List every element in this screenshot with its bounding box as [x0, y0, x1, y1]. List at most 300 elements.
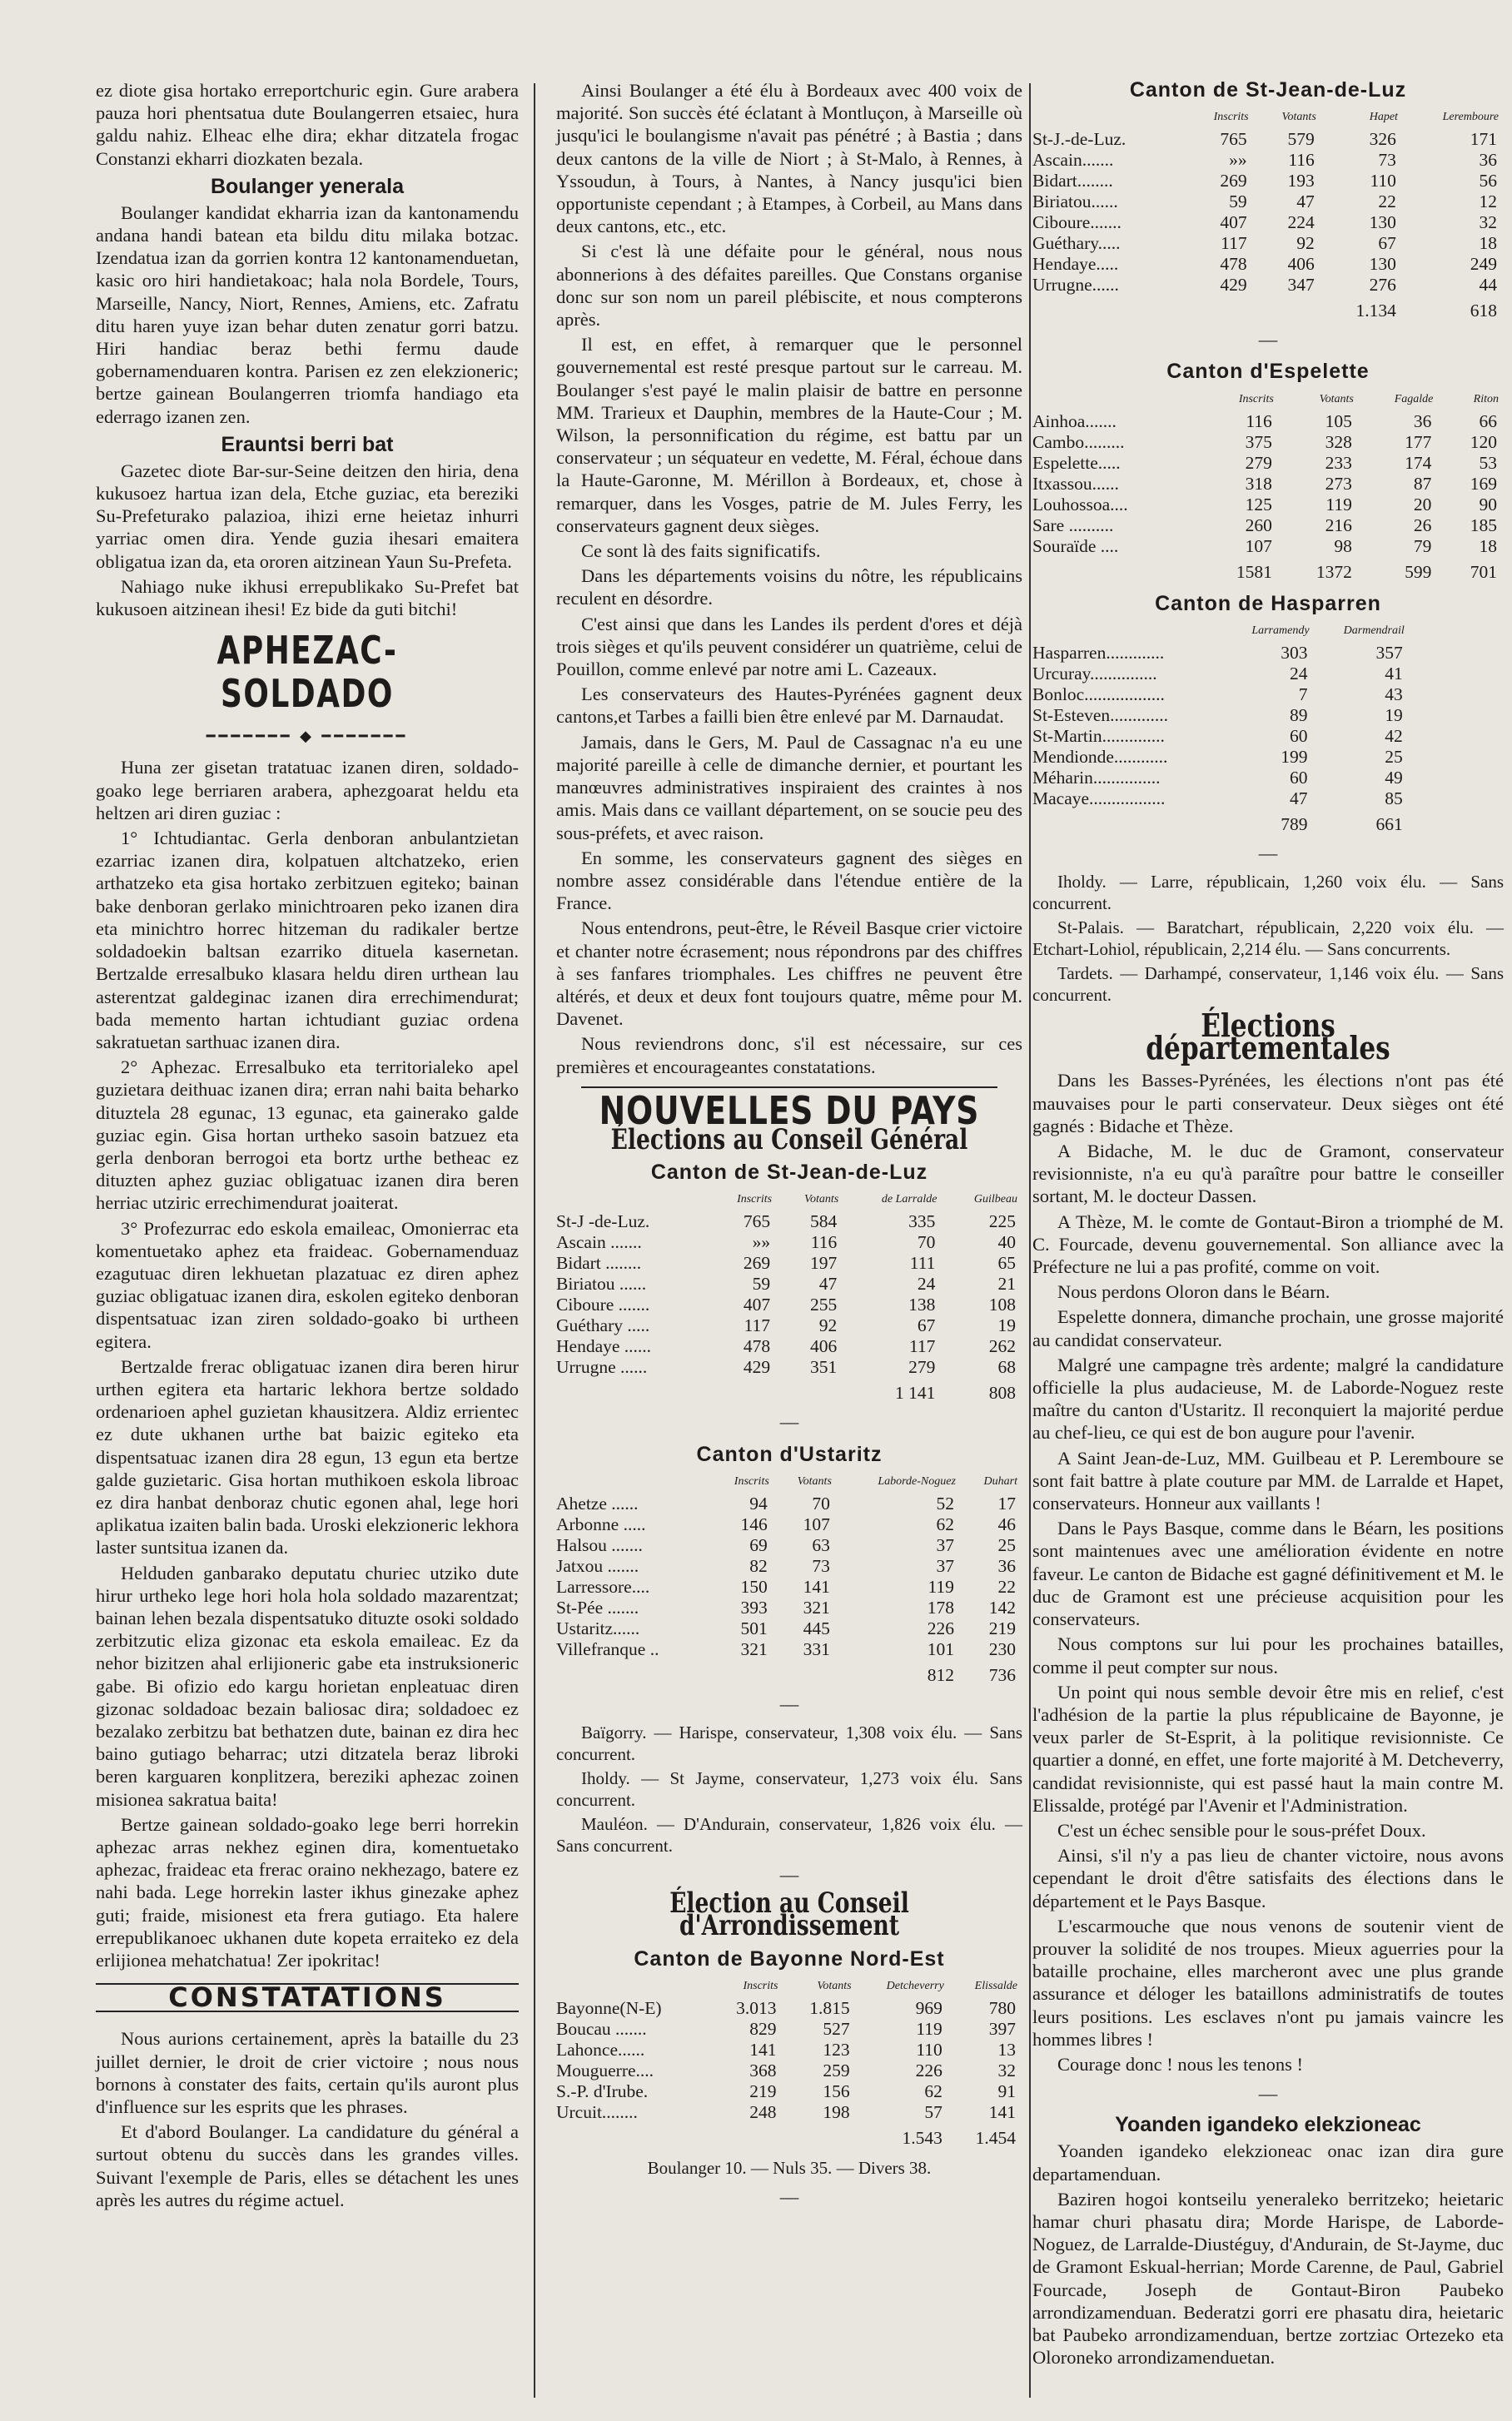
commune-name: Itxassou......: [1032, 473, 1119, 494]
paragraph: Nahiago nuke ikhusi errepublikako Su-Prefet bat kukusoen aitzinean ihesi! Ez bide da guti bitchi!: [96, 575, 519, 620]
vote-count: 219: [988, 1618, 1016, 1638]
vote-count: 397: [988, 2018, 1016, 2039]
commune-name: Guéthary.....: [1032, 233, 1121, 254]
vote-count: 351: [809, 1357, 838, 1378]
vote-count: 233: [1325, 452, 1352, 473]
paragraph: Nous aurions certainement, après la bataille du 23 juillet dernier, le droit de crier victoire ; nous nous bornons à constater des faits, certain qu'ils auront plus d'influence sur les esprits que les phrases.: [96, 2028, 519, 2118]
paragraph: Ainsi, s'il n'y a pas lieu de chanter victoire, nous avons cependant le droit d'être satisfaits des élections dans le département et le Pays Basque.: [1032, 1845, 1504, 1911]
commune-name: St-J -de-Luz.: [556, 1211, 650, 1232]
vote-count: 328: [1325, 431, 1352, 452]
vote-count: 584: [809, 1211, 838, 1232]
vote-count: 22: [997, 1576, 1016, 1597]
paragraph: Helduden ganbarako deputatu churiec utziko dute hirur urtheko lege hori hola hola soldado mazarentzat; bainan lehen bezala dispentsatuko dituzte osoki soldado zerbitzutic eliza gizonac eta eskola emaileac. Ez da nehor bizitzen ahal erlijioneric gabe eta instruksioneric gabe. Bi ofizio edo kargu horietan enpleatuac diren gizonac soldadoac bezain baliosac dira; soldadoec ez bezalako zerbitzu bat bethatzen dute, bainan ez dira hec baino gutiago beharrac; utzi ditzatela beraz libroki beren karguaren konplitzera, bereziki aphezac zoinen misionea sakratua baita!: [96, 1562, 519, 1810]
table-row: [556, 1336, 1022, 1357]
column-2: [556, 79, 1022, 2215]
vote-count: 117: [744, 1315, 771, 1336]
table-row: [1032, 705, 1410, 726]
paragraph: Boulanger kandidat ekharria izan da kantonamendu andana handi batean eta bildu ditu milaka botzac. Izendatua izan da gorrien kontra 12 kantonamenduetan, kasic oro hiri handietakoac; hala nola Bordele, Tours, Marseille, Nancy, Niort, Rennes, Amiens, etc. Zafratu ditu haren yuye izan behar duten zenatur gorri batzu. Hiri handiac beraz bethi fermu daude gobernamenduaren kontra. Parisen ez zen elekzioneric; bertze gainean Boulangerren triomfa handiago eta ederrago izanen zen.: [96, 201, 519, 427]
vote-count: 407: [743, 1295, 771, 1315]
results-table-sjl-arrondissement: [1032, 107, 1504, 321]
vote-count: 37: [936, 1534, 954, 1555]
vote-count: 79: [1413, 535, 1432, 556]
commune-name: St-Pée .......: [556, 1597, 639, 1618]
commune-name: Boucau .......: [556, 2018, 647, 2039]
table-row: [1032, 788, 1410, 809]
vote-count: 22: [1378, 191, 1396, 212]
column-header: Votants: [797, 1474, 832, 1488]
commune-name: Larressore....: [556, 1576, 650, 1597]
vote-count: 98: [1334, 535, 1352, 556]
vote-count: 478: [1220, 254, 1247, 275]
vote-count: 141: [749, 2039, 777, 2060]
vote-count: 303: [1281, 642, 1308, 663]
commune-name: Macaye.................: [1032, 788, 1166, 808]
vote-count: 226: [927, 1618, 954, 1638]
vote-count: 248: [749, 2101, 777, 2122]
vote-count: 357: [1375, 642, 1403, 663]
table-row: [556, 1598, 1022, 1618]
vote-count: 70: [812, 1493, 830, 1514]
vote-count: 90: [1479, 494, 1497, 515]
paragraph: Courage donc ! nous les tenons !: [1057, 2053, 1303, 2075]
paragraph: C'est ainsi que dans les Landes ils perdent d'ores et déjà trois sièges et qu'ils peuvent considérer un quatrième, celui de Pouillon, comme enlevé par notre ami L. Cazeaux.: [556, 613, 1022, 680]
commune-name: Urrugne ......: [556, 1357, 648, 1378]
vote-count: 169: [1470, 473, 1497, 494]
paragraph: 3° Profezurrac edo eskola emaileac, Omonierrac eta komentuetako aphez eta fraideac. Gobernamenduaz ezagutuac diren lekhuetan plazatuac ez diren aphez guziac obligatuac izanen dira, eskolen egiteko denboran dispentsatuac izan ziren soldado-goako bi urtheen egitera.: [96, 1217, 519, 1352]
vote-count: 82: [749, 1555, 768, 1576]
vote-count: »»: [752, 1232, 771, 1253]
commune-name: Espelette.....: [1032, 452, 1121, 473]
vote-count: 19: [1385, 704, 1403, 725]
title-conseil-arrondissement: Élection au Conseil d'Arrondissement: [669, 1887, 909, 1943]
vote-count: 829: [749, 2018, 777, 2039]
column-3: [1032, 79, 1504, 2371]
column-header: de Larralde: [881, 1193, 938, 1206]
commune-name: Biriatou ......: [556, 1274, 647, 1295]
vote-count: 19: [997, 1315, 1016, 1336]
canton-title: Canton de Hasparren: [1155, 591, 1381, 615]
vote-count: 219: [749, 2080, 777, 2101]
vote-count: 25: [1385, 746, 1403, 767]
heading-erauntsi: Erauntsi berri bat: [221, 432, 394, 456]
paragraph: Baziren hogoi kontseilu yeneraleko berritzeko; heietaric hamar churi phasatu dira; Morde Harispe, de Laborde-Noguez, de Larralde-Diustéguy, d'Andurain, de St-Jayme, duc de Gramont Eskual-herrian; Morde Carenne, de Paul, Gabriel Fourcade, Joseph de Gontaut-Biron Paubeko arrondizamenduan. Bederatzi gorri ere phasatu dira, heietaric bat Paubeko arrondizamenduan, bertze zortziac Ortezeko eta Oloroneko arrondizamenduetan.: [1032, 2188, 1504, 2369]
divider: —: [779, 1411, 799, 1433]
table-row: [1032, 515, 1504, 536]
paragraph: Nous entendrons, peut-être, le Réveil Basque crier victoire et chanter notre écrasement; nous répondrons par des chiffres à ses fanfares triomphales. Les chiffres ne peuvent être altérés, et deux et deux font toujours quatre, même pour M. Davenet.: [556, 917, 1022, 1030]
paragraph: Si c'est là une défaite pour le général, nous nous abonnerions à des défaites pareilles. Que Constans organise donc sur son nom un pareil plébiscite, et nous compterons après.: [556, 241, 1022, 331]
paragraph: Nous reviendrons donc, s'il est nécessaire, sur ces premières et encourageantes constatations.: [556, 1033, 1022, 1077]
commune-name: Urrugne......: [1032, 275, 1119, 296]
commune-name: Mouguerre....: [556, 2060, 654, 2080]
vote-count: 185: [1470, 515, 1497, 535]
column-header: Votants: [1281, 111, 1316, 124]
table-row: [556, 1998, 1022, 2019]
vote-count: 273: [1325, 473, 1352, 494]
vote-count: 110: [916, 2039, 943, 2060]
vote-count: 445: [803, 1618, 830, 1638]
column-header: [556, 1189, 709, 1211]
commune-name: Souraïde ....: [1032, 535, 1119, 556]
vote-count: 44: [1479, 275, 1497, 296]
paragraph: Nous comptons sur lui pour les prochaines batailles, comme il peut compter sur nous.: [1032, 1633, 1504, 1678]
vote-count: 60: [1290, 725, 1308, 746]
table-row: [1032, 495, 1504, 515]
vote-count: 117: [1221, 233, 1247, 254]
column-header: Leremboure: [1442, 111, 1499, 124]
result-mauleon: Mauléon. — D'Andurain, conservateur, 1,826 voix élu. — Sans concurrent.: [556, 1813, 1022, 1856]
vote-count: 65: [997, 1253, 1016, 1274]
vote-count: 347: [1287, 275, 1315, 296]
vote-count: 177: [1405, 431, 1432, 452]
vote-count: 66: [1479, 410, 1497, 431]
vote-count: 249: [1470, 254, 1497, 275]
vote-count: 62: [936, 1514, 954, 1534]
vote-count: 91: [997, 2080, 1016, 2101]
vote-count: 259: [823, 2060, 850, 2080]
vote-count: 62: [924, 2080, 943, 2101]
vote-count: 117: [908, 1336, 936, 1357]
table-row: [556, 1639, 1022, 1660]
result-stpalais: St-Palais. — Baratchart, républicain, 2,220 voix élu. — Etchart-Lohiol, républicain, 2,214 élu. — Sans concurrents.: [1032, 917, 1504, 960]
column-header: Votants: [817, 1979, 852, 1992]
vote-count: 255: [809, 1295, 838, 1315]
table-row: [1032, 212, 1504, 233]
vote-count: 49: [1385, 767, 1403, 788]
vote-count: 579: [1287, 129, 1315, 150]
column-header: Inscrits: [1238, 392, 1274, 405]
result-iholdy: Iholdy. — Larre, républicain, 1,260 voix élu. — Sans concurrent.: [1032, 872, 1504, 914]
vote-count: 87: [1413, 473, 1432, 494]
vote-count: 60: [1290, 767, 1308, 788]
commune-name: St-Esteven.............: [1032, 704, 1169, 725]
commune-name: Méharin...............: [1032, 767, 1161, 788]
commune-name: Louhossoa....: [1032, 494, 1128, 515]
vote-count: 107: [803, 1514, 830, 1534]
vote-count: 94: [749, 1493, 768, 1514]
vote-count: 36: [1413, 410, 1432, 431]
vote-count: 107: [1245, 535, 1272, 556]
vote-count: 321: [803, 1597, 830, 1618]
commune-name: Urcuray...............: [1032, 663, 1157, 684]
commune-name: Halsou .......: [556, 1534, 643, 1555]
table-row: [1032, 150, 1504, 171]
table-row-total: 1581 1372 599 701: [1236, 561, 1497, 582]
vote-count: 67: [917, 1315, 936, 1336]
commune-name: Ahetze ......: [556, 1493, 639, 1514]
table-row: [556, 2081, 1022, 2102]
vote-count: 116: [1246, 410, 1272, 431]
table-row: [556, 1577, 1022, 1598]
vote-count: 1.815: [809, 1997, 850, 2018]
vote-count: 269: [1220, 171, 1247, 191]
vote-count: 368: [749, 2060, 777, 2080]
vote-count: 7: [1298, 684, 1308, 704]
divider: —: [779, 2185, 799, 2207]
column-header: [1032, 107, 1185, 129]
paragraph: C'est un échec sensible pour le sous-préfet Doux.: [1057, 1819, 1426, 1841]
vote-count: 52: [936, 1493, 954, 1514]
commune-name: S.-P. d'Irube.: [556, 2080, 649, 2101]
table-row: [556, 2102, 1022, 2123]
vote-count: 765: [1220, 129, 1247, 150]
commune-name: Guéthary .....: [556, 1315, 650, 1336]
table-row: [556, 1274, 1022, 1295]
vote-count: 59: [752, 1274, 771, 1295]
paragraph: Malgré une campagne très ardente; malgré la candidature officielle la plus audacieuse, M. de Laborde-Noguez reste maître du canton d'Ustaritz. Il reconquiert la majorité perdue au chef-lieu, ce qui est de bon augure pour l'avenir.: [1032, 1354, 1504, 1444]
divider: —: [1258, 329, 1278, 350]
column-header: Duhart: [983, 1474, 1017, 1488]
vote-count: 765: [743, 1211, 771, 1232]
table-row: [556, 1514, 1022, 1535]
vote-count: 123: [823, 2039, 850, 2060]
vote-count: 63: [812, 1534, 830, 1555]
vote-count: 199: [1281, 746, 1308, 767]
vote-count: 85: [1385, 788, 1403, 808]
vote-count: 119: [928, 1576, 954, 1597]
vote-count: 3.013: [736, 1997, 777, 2018]
paragraph: Dans les départements voisins du nôtre, les républicains reculent en désordre.: [556, 565, 1022, 609]
title-conseil-general: Élections au Conseil Général: [610, 1122, 968, 1156]
heading-yoanden: Yoanden igandeko elekzioneac: [1115, 2113, 1421, 2137]
commune-name: Mendionde............: [1032, 746, 1168, 767]
table-row: [1032, 768, 1410, 788]
column-header: Darmendrail: [1343, 624, 1405, 637]
paragraph: 2° Aphezac. Erresalbuko eta territorialeko apel guzietara deithuac izanen dira; erran nahi baita beharko dituztela 28 egunac, 13 egunac, eta gainerako galde guziac egin. Gisa hortan urtheko sasoin batzuez eta gerla denboran berrogoi eta bortz urthe betheac ez dituzten aphez guziac obligatuac izanen dira beren herriac utziric errechimendurat joaiterat.: [96, 1056, 519, 1214]
vote-count: 101: [927, 1638, 954, 1659]
vote-count: 225: [988, 1211, 1016, 1232]
canton-title: Canton de St-Jean-de-Luz: [650, 1161, 928, 1185]
paragraph: L'escarmouche que nous venons de soutenir vient de prouver la solidité de nos troupes. Mieux aguerries pour la bataille prochaine, elles marcheront avec une plus grande assurance et déloger les bataillons administratifs de toutes leurs positions. Les esclaves n'ont pu jamais vaincre les hommes libres !: [1032, 1915, 1504, 2050]
commune-name: Bidart........: [1032, 171, 1113, 191]
paragraph: Et d'abord Boulanger. La candidature du général a surtout obtenu du succès dans les grandes villes. Suivant l'exemple de Paris, elles se détachent les unes après les autres du régime actuel.: [96, 2121, 519, 2210]
vote-count: 198: [823, 2101, 850, 2122]
paragraph: 1° Ichtudiantac. Gerla denboran anbulantzietan ezarriac izanen dira, kolpatuen altchatzeko, erien arthatzeko eta gisa hortako zerbitzuen egiteko; bainan bake denboran gerlako minichtroaren peko izanen dira eta minichtro horrec hitzeman du radikaler bertze soldadoekin baltsan ezarriko dituela kasernetan. Bertzalde erresalbuko klasara heldu diren urthean lau asterentzat galdeginac izanen dira errechimendurat; bada memento hartan ichtudiant guziac ordena sakratuetan sarthuac izanen dira.: [96, 828, 519, 1052]
vote-count: 171: [1470, 129, 1497, 150]
column-header: [556, 1471, 711, 1494]
commune-name: Jatxou .......: [556, 1555, 639, 1576]
vote-count: 406: [809, 1336, 838, 1357]
vote-count: 37: [936, 1555, 954, 1576]
vote-count: 59: [1229, 191, 1247, 212]
vote-count: 141: [803, 1576, 830, 1597]
table-row: [556, 1315, 1022, 1336]
paragraph: Dans le Pays Basque, comme dans le Béarn, les positions sont maintenues avec une amélioration évidente en notre faveur. Le canton de Bidache est gagné définitivement et M. le duc de Gramont est une précieuse acquisition pour les conservateurs.: [1032, 1518, 1504, 1630]
vote-count: 40: [997, 1232, 1016, 1253]
vote-count: 70: [917, 1232, 936, 1253]
vote-count: 501: [740, 1618, 768, 1638]
table-row: [556, 2061, 1022, 2081]
table-row: [1032, 747, 1410, 768]
table-row: [556, 1618, 1022, 1639]
paragraph: Ce sont là des faits significatifs.: [581, 540, 821, 562]
vote-count: 73: [1378, 150, 1396, 171]
results-table-hasparren: [1032, 620, 1410, 835]
vote-count: 111: [909, 1253, 936, 1274]
paragraph: A Bidache, M. le duc de Gramont, conservateur revisionniste, n'a eu qu'à paraître pour battre le conseiller sortant, M. le docteur Dassen.: [1032, 1141, 1504, 1207]
paragraph: Huna zer gisetan tratatuac izanen diren, soldado-goako lege berriaren arabera, aphezgoarat heldu eta heltzen ari diren guziac :: [96, 757, 519, 823]
table-row: [556, 2019, 1022, 2040]
vote-count: 67: [1378, 233, 1396, 254]
vote-count: 141: [988, 2101, 1016, 2122]
results-table-ustaritz: [556, 1471, 1022, 1686]
commune-name: Hasparren.............: [1032, 642, 1165, 663]
divider: —: [1258, 2083, 1278, 2105]
table-row: [1032, 254, 1504, 275]
paragraph: A Thèze, M. le comte de Gontaut-Biron a triomphé de M. C. Fourcade, devenu gouvernemental. Son alliance avec la Préfecture ne lui a pas profité, comme on voit.: [1032, 1210, 1504, 1278]
divider: —: [1258, 842, 1278, 863]
column-header: Inscrits: [1213, 111, 1249, 124]
article-title-apheza: APHEZAC-SOLDADO: [216, 628, 398, 717]
divider: —: [779, 1863, 799, 1885]
vote-count: 375: [1245, 431, 1272, 452]
column-header: Votants: [1319, 392, 1354, 405]
vote-count: 32: [1479, 212, 1497, 233]
paragraph: Bertzalde frerac obligatuac izanen dira beren hirur urthen egitera eta hartaric lekhora bertze soldado ordenarioen aphel guzietan khausitzera. Aldiz errientec ez dute ukhanen urthe bat baizic egiteko eta dispentsatuac izanen dira 28 egun, 13 egun eta bertze galde guzietaric. Gisa hortan muthikoen eskola libroac ez dira hanbat denboraz chutic egonen ahal, lege hori aplikatua izaiten balin bada. Uroski elekzioneric lekhora laster suntsitua izanen da.: [96, 1355, 519, 1558]
result-tardets: Tardets. — Darhampé, conservateur, 1,146 voix élu. — Sans concurrent.: [1032, 963, 1504, 1006]
vote-count: 269: [743, 1253, 771, 1274]
vote-count: 156: [823, 2080, 850, 2101]
column-header: Votants: [803, 1193, 839, 1206]
vote-count: 21: [997, 1274, 1016, 1295]
vote-count: 89: [1290, 704, 1308, 725]
table-row: [556, 1232, 1022, 1253]
vote-count: 780: [988, 1997, 1016, 2018]
vote-count: 92: [1296, 233, 1315, 254]
table-row: [1032, 453, 1504, 474]
commune-name: St-Martin..............: [1032, 725, 1165, 746]
commune-name: Hendaye ......: [556, 1336, 652, 1357]
commune-name: Sare ..........: [1032, 515, 1114, 535]
vote-count: 25: [997, 1534, 1016, 1555]
vote-count: 318: [1245, 473, 1272, 494]
canton-title: Canton d'Ustaritz: [696, 1442, 883, 1466]
vote-count: 276: [1369, 275, 1396, 296]
intro-text: ez diote gisa hortako erreportchuric egin. Gure arabera pauza hori phentsatua dute Boulangerren etsaiec, hura galdu nahiz. Elheac elhe dira; ekhar ditzatela frogac Constanzi ekharri diozkaten bezala.: [96, 80, 519, 169]
column-header: Hapet: [1369, 111, 1398, 124]
column-header: [1032, 620, 1224, 643]
result-iholdy: Iholdy. — St Jayme, conservateur, 1,273 voix élu. Sans concurrent.: [556, 1767, 1022, 1810]
vote-count: 47: [818, 1274, 838, 1295]
result-baigorry: Baïgorry. — Harispe, conservateur, 1,308 voix élu. — Sans concurrent.: [556, 1722, 1022, 1764]
vote-count: 224: [1287, 212, 1315, 233]
vote-count: 18: [1479, 233, 1497, 254]
commune-name: Ainhoa.......: [1032, 410, 1117, 431]
commune-name: Bidart ........: [556, 1253, 642, 1274]
vote-count: 13: [997, 2039, 1016, 2060]
vote-count: 36: [1479, 150, 1497, 171]
vote-count: 26: [1413, 515, 1432, 535]
vote-count: 47: [1296, 191, 1315, 212]
vote-count: 20: [1413, 494, 1432, 515]
vote-count: 105: [1325, 410, 1352, 431]
column-header: Elissalde: [974, 1979, 1017, 1992]
vote-count: 150: [740, 1576, 768, 1597]
table-row: [1032, 684, 1410, 705]
table-row: [1032, 536, 1504, 557]
vote-count: 46: [997, 1514, 1016, 1534]
vote-count: 142: [988, 1597, 1016, 1618]
vote-count: 125: [1245, 494, 1272, 515]
commune-name: Ciboure.......: [1032, 212, 1122, 233]
vote-count: 110: [1370, 171, 1396, 191]
vote-count: 138: [908, 1295, 936, 1315]
column-header: Inscrits: [743, 1979, 778, 1992]
vote-count: 969: [915, 1997, 943, 2018]
vote-count: 197: [809, 1253, 838, 1274]
vote-count: »»: [1229, 150, 1247, 171]
vote-count: 116: [810, 1232, 838, 1253]
divider: —: [779, 1693, 799, 1714]
commune-name: Ascain .......: [556, 1232, 642, 1253]
heading-boulanger: Boulanger yenerala: [210, 174, 405, 198]
paragraph: Il est, en effet, à remarquer que le personnel gouvernemental est resté presque partout sur le carreau. M. Boulanger s'est payé le malin plaisir de battre en personne MM. Trarieux et Dauphin, membres de la Haute-Cour ; M. Wilson, la personnification du régime, est battu par un conservateur ; un séquateur en vedette, M. Féral, échoue dans la Haute-Garonne, M. Mérillon à Bordeaux, et, chose à remarquer, dans les Vosges, patrie de M. Jules Ferry, les conservateurs gagnent deux sièges.: [556, 334, 1022, 536]
vote-count: 24: [917, 1274, 936, 1295]
vote-count: 119: [916, 2018, 943, 2039]
vote-count: 130: [1369, 212, 1396, 233]
column-header: [556, 1976, 709, 1998]
vote-count: 47: [1290, 788, 1308, 808]
paragraph: Gazetec diote Bar-sur-Seine deitzen den hiria, dena kukusoez hartua izan dela, Etche guziac, eta bereziki Su-Prefeturako palazioa, ihizi erne heietaz inhurri yarriac omen dira. Yende guzia ihesari emaitera obligatua izan da, eta ororen aitzinean Yaun Su-Prefeta.: [96, 460, 519, 572]
vote-count: 119: [1325, 494, 1352, 515]
vote-count: 146: [740, 1514, 768, 1534]
table-row-total: 789 661: [1281, 813, 1403, 834]
column-header: Fagalde: [1394, 392, 1434, 405]
vote-count: 69: [749, 1534, 768, 1555]
vote-count: 36: [997, 1555, 1016, 1576]
title-elections-departementales: Élections départementales: [1146, 1007, 1390, 1067]
paragraph: Bertze gainean soldado-goako lege berri horrekin aphezac arras nekhez eginen dira, komentuetako aphezac, fraideac eta frerac oraino nekhezago, batere ez nahi bada. Lege horrekin laster ikhus ginezake aphez guti; fraide, misionest eta frera gutiago. Eta halere errepublikanoec ukhanen dute kopeta erraiteko ez dela erlijionea mehatchatua! Zer ipokritac!: [96, 1813, 519, 1971]
vote-count: 73: [812, 1555, 830, 1576]
paragraph: Yoanden igandeko elekzioneac onac izan dira gure departamenduan.: [1032, 2140, 1504, 2185]
vote-count: 12: [1479, 191, 1497, 212]
table-row: [1032, 726, 1410, 747]
results-table-sjl: [556, 1189, 1022, 1404]
table-row: [1032, 474, 1504, 495]
table-row: [1032, 411, 1504, 432]
vote-count: 116: [1288, 150, 1315, 171]
column-header: Guilbeau: [973, 1193, 1017, 1206]
results-table-bayonne: [556, 1976, 1022, 2149]
vote-count: 429: [743, 1357, 771, 1378]
vote-count: 43: [1385, 684, 1403, 704]
table-row-total: 1 141 808: [895, 1383, 1016, 1404]
table-row-total: 812 736: [927, 1664, 1016, 1685]
commune-name: Bonloc..................: [1032, 684, 1165, 704]
commune-name: Bayonne(N-E): [556, 1997, 662, 2018]
column-header: Riton: [1473, 392, 1499, 405]
table-row: [1032, 233, 1504, 254]
commune-name: Lahonce......: [556, 2039, 645, 2060]
vote-count: 130: [1369, 254, 1396, 275]
paragraph: Ainsi Boulanger a été élu à Bordeaux avec 400 voix de majorité. Son succès été éclatant à Montluçon, à Marseille où jusqu'ici le boulangisme n'avait pas pénétré ; à Bastia ; dans deux cantons de la ville de Niort ; à St-Malo, à Rennes, à Yssoudun, à Tours, à Nantes, à Nancy jusqu'ici bien opportuniste cependant ; à Etampes, à Corbeil, au Mans dans deux cantons, etc., etc.: [556, 80, 1022, 237]
vote-count: 406: [1287, 254, 1315, 275]
table-row: [556, 1211, 1022, 1232]
vote-count: 32: [997, 2060, 1016, 2080]
paragraph: Dans les Basses-Pyrénées, les élections n'ont pas été mauvaises pour le parti conservateur. Deux sièges ont été gagnés : Bidache et Thèze.: [1032, 1070, 1504, 1136]
table-row: [556, 1295, 1022, 1315]
column-header: Larramendy: [1251, 624, 1310, 637]
paragraph: Les conservateurs des Hautes-Pyrénées gagnent deux cantons,et Tarbes a failli bien être enlevé par M. Darnaudat.: [556, 684, 1022, 728]
vote-count: 42: [1385, 725, 1403, 746]
column-1: [96, 79, 519, 2214]
results-table-espelette: [1032, 389, 1504, 583]
vote-count: 178: [927, 1597, 954, 1618]
table-row: [556, 1253, 1022, 1274]
vote-count: 279: [1245, 452, 1272, 473]
vote-count: 393: [740, 1597, 768, 1618]
vote-count: 108: [988, 1295, 1016, 1315]
paragraph: A Saint Jean-de-Luz, MM. Guilbeau et P. Leremboure se sont fait battre à plate couture par MM. de Larralde et Hapet, conservateurs. Honneur aux vaillants !: [1032, 1447, 1504, 1514]
